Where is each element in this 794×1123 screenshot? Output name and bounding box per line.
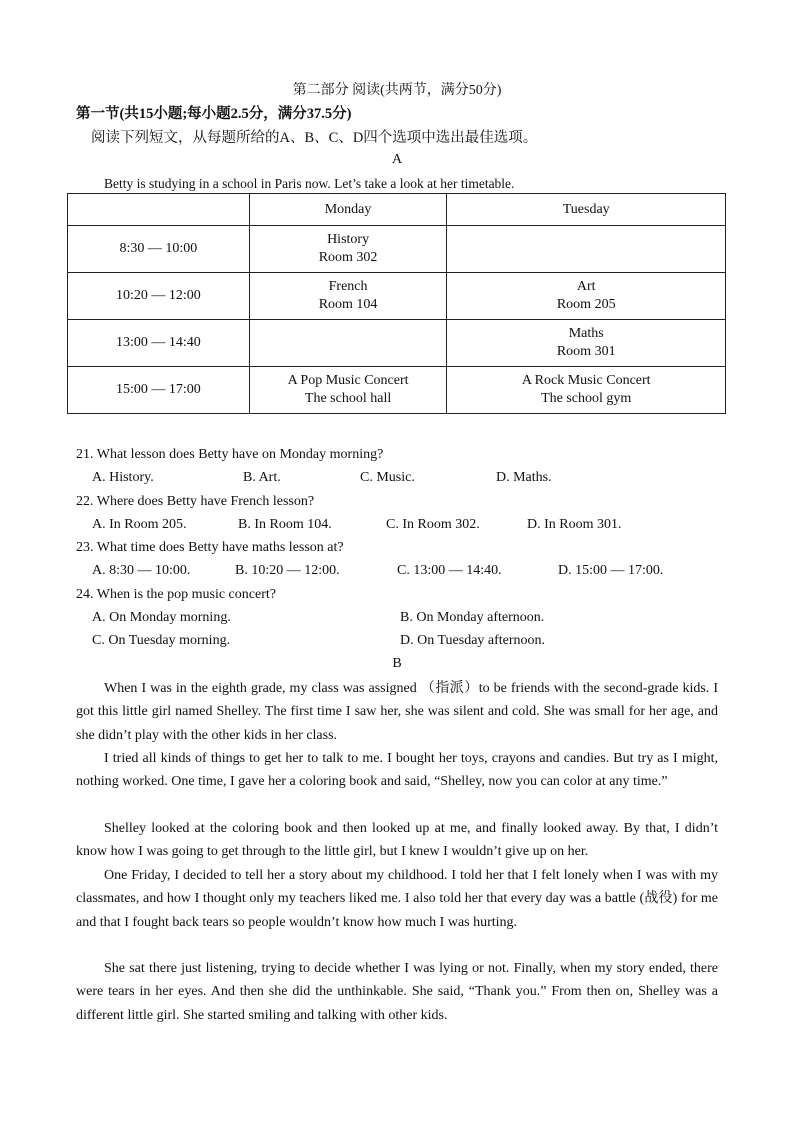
tuesday-cell [447,367,726,414]
q23-option-a: A. 8:30 — 10:00. [92,563,191,578]
subject: French [328,279,368,294]
table-row [68,273,726,320]
subject: Art [576,279,596,294]
header-cell-monday: Monday [249,194,447,226]
q24-option-d: D. On Tuesday afternoon. [400,633,546,648]
location: Room 302 [318,250,378,265]
monday-cell [249,320,447,367]
monday-cell [249,273,447,320]
q24-option-a: A. On Monday morning. [92,610,231,625]
question-24-stem: 24. When is the pop music concert? [76,587,276,602]
location: The school gym [541,391,632,406]
location: The school hall [304,391,392,406]
passage-a-label: A [391,152,403,167]
location: Room 301 [556,344,616,359]
tuesday-cell [447,320,726,367]
question-23-stem: 23. What time does Betty have maths lesson at? [76,540,344,555]
instruction: 阅读下列短文，从每题所给的A、B、C、D四个选项中选出最佳选项。 [91,130,538,146]
table-row [68,367,726,414]
q21-option-a: A. History. [92,470,154,485]
q23-option-d: D. 15:00 — 17:00. [558,563,664,578]
header-cell-tuesday: Tuesday [447,194,726,226]
q24-option-b: B. On Monday afternoon. [400,610,545,625]
question-21-stem: 21. What lesson does Betty have on Monday morning? [76,447,384,462]
q21-option-d: D. Maths. [496,470,552,485]
part-title: 第二部分 阅读(共两节，满分50分) [292,83,502,98]
q21-option-b: B. Art. [243,470,281,485]
q22-option-a: A. In Room 205. [92,517,187,532]
paragraph-3: Shelley looked at the coloring book and then looked up at me, and finally looked away. By that, I didn’t know how I was going to get through to the little girl, but I knew I wouldn’t give up on her. [76,821,718,860]
q21-option-c: C. Music. [360,470,415,485]
q22-option-d: D. In Room 301. [527,517,622,532]
time-cell: 10:20 — 12:00 [68,273,250,320]
passage-b-label: B [392,656,402,671]
monday-cell [249,367,447,414]
table-row [68,226,726,273]
header-cell-blank [68,194,250,226]
subject: History [327,232,370,247]
paragraph-5: She sat there just listening, trying to decide whether I was lying or not. Finally, when my story ended, there were tears in her eyes. And then she did the unthinkable. She said, “Thank you.” From then on, Shelley was a different little girl. She started smiling and talking with other kids. [76,961,718,1023]
tuesday-cell [447,226,726,273]
q24-option-c: C. On Tuesday morning. [92,633,231,648]
time-cell: 8:30 — 10:00 [68,226,250,273]
section-title: 第一节(共15小题;每小题2.5分，满分37.5分) [76,106,352,122]
tuesday-cell [447,273,726,320]
location: Room 205 [556,297,616,312]
passage-a-intro: Betty is studying in a school in Paris now. Let’s take a look at her timetable. [104,176,515,191]
paragraph-2: I tried all kinds of things to get her to talk to me. I bought her toys, crayons and candies. But try as I might, nothing worked. One time, I gave her a coloring book and said, “Shelley, now you can color at any time.” [76,751,718,790]
q23-option-b: B. 10:20 — 12:00. [235,563,340,578]
time-cell: 15:00 — 17:00 [68,367,250,414]
question-22-stem: 22. Where does Betty have French lesson? [76,494,315,509]
table-row [68,320,726,367]
location: Room 104 [318,297,378,312]
q22-option-c: C. In Room 302. [386,517,480,532]
subject: A Pop Music Concert [287,373,409,388]
time-cell: 13:00 — 14:40 [68,320,250,367]
subject: A Rock Music Concert [521,373,651,388]
paragraph-4: One Friday, I decided to tell her a story about my childhood. I told her that I felt lonely when I was with my classmates, and how I thought only my teachers liked me. I also told her that every day was a battle (战役) for me and that I fought back tears so people wouldn’t know how much I was hurting. [76,868,718,930]
q22-option-b: B. In Room 104. [238,517,332,532]
timetable-header-row [68,194,726,226]
paragraph-1: When I was in the eighth grade, my class was assigned （指派）to be friends with the second-grade kids. I got this little girl named Shelley. The first time I saw her, she was silent and cold. She was small for her age, and she didn’t play with the other kids in her class. [76,681,718,743]
subject: Maths [568,326,604,341]
q23-option-c: C. 13:00 — 14:40. [397,563,502,578]
timetable [67,193,726,414]
monday-cell [249,226,447,273]
